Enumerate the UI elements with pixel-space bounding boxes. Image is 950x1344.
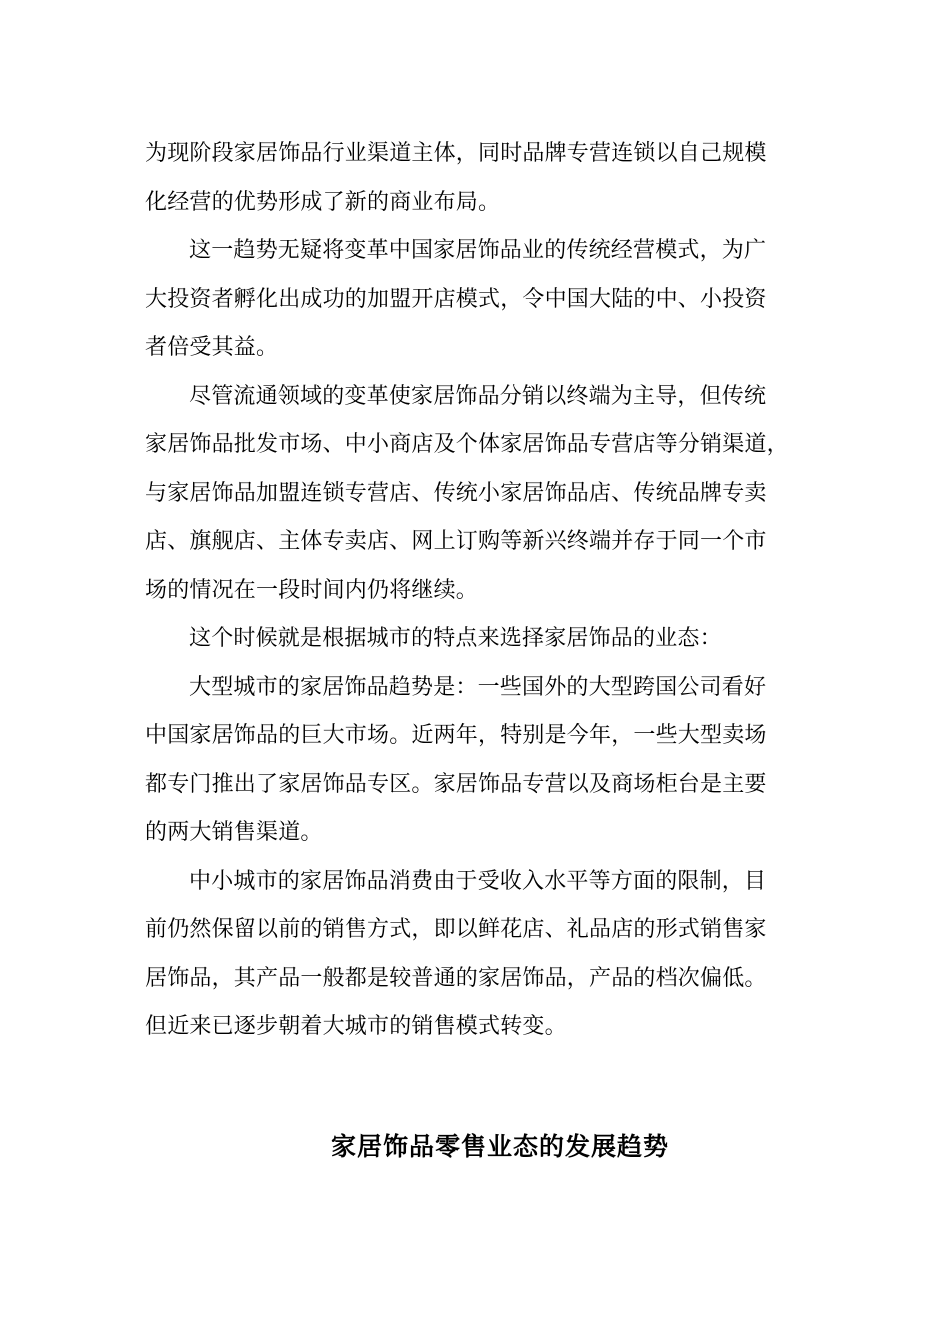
section-heading: 家居饰品零售业态的发展趋势 [330,1132,669,1161]
paragraph-line: 这一趋势无疑将变革中国家居饰品业的传统经营模式，为广 [189,238,767,263]
paragraph-line: 家居饰品批发市场、中小商店及个体家居饰品专营店等分销渠道， [145,432,789,457]
paragraph-line: 与家居饰品加盟连锁专营店、传统小家居饰品店、传统品牌专卖 [145,480,767,506]
paragraph-line: 为现阶段家居饰品行业渠道主体，同时品牌专营连锁以自己规模 [145,141,767,166]
paragraph-line: 居饰品，其产品一般都是较普通的家居饰品，产品的档次偏低。 [145,965,767,991]
paragraph-line: 化经营的优势形成了新的商业布局。 [145,189,501,215]
paragraph-line: 的两大销售渠道。 [145,820,323,845]
paragraph-line: 场的情况在一段时间内仍将继续。 [145,577,479,603]
paragraph-line: 这个时候就是根据城市的特点来选择家居饰品的业态： [189,626,722,651]
paragraph-line: 中小城市的家居饰品消费由于受收入水平等方面的限制，目 [189,868,767,894]
paragraph-line: 中国家居饰品的巨大市场。近两年，特别是今年，一些大型卖场 [145,723,767,748]
paragraph-line: 大投资者孵化出成功的加盟开店模式，令中国大陆的中、小投资 [145,286,767,312]
paragraph-line: 前仍然保留以前的销售方式，即以鲜花店、礼品店的形式销售家 [145,917,767,942]
paragraph-line: 尽管流通领域的变革使家居饰品分销以终端为主导，但传统 [189,383,767,409]
paragraph-line: 都专门推出了家居饰品专区。家居饰品专营以及商场柜台是主要 [145,771,767,797]
body-text [145,130,805,1052]
paragraph-line: 但近来已逐步朝着大城市的销售模式转变。 [145,1014,567,1039]
paragraph-line: 者倍受其益。 [145,335,279,360]
paragraph-line: 大型城市的家居饰品趋势是：一些国外的大型跨国公司看好 [189,674,767,700]
paragraph-line: 店、旗舰店、主体专卖店、网上订购等新兴终端并存于同一个市 [145,529,767,554]
